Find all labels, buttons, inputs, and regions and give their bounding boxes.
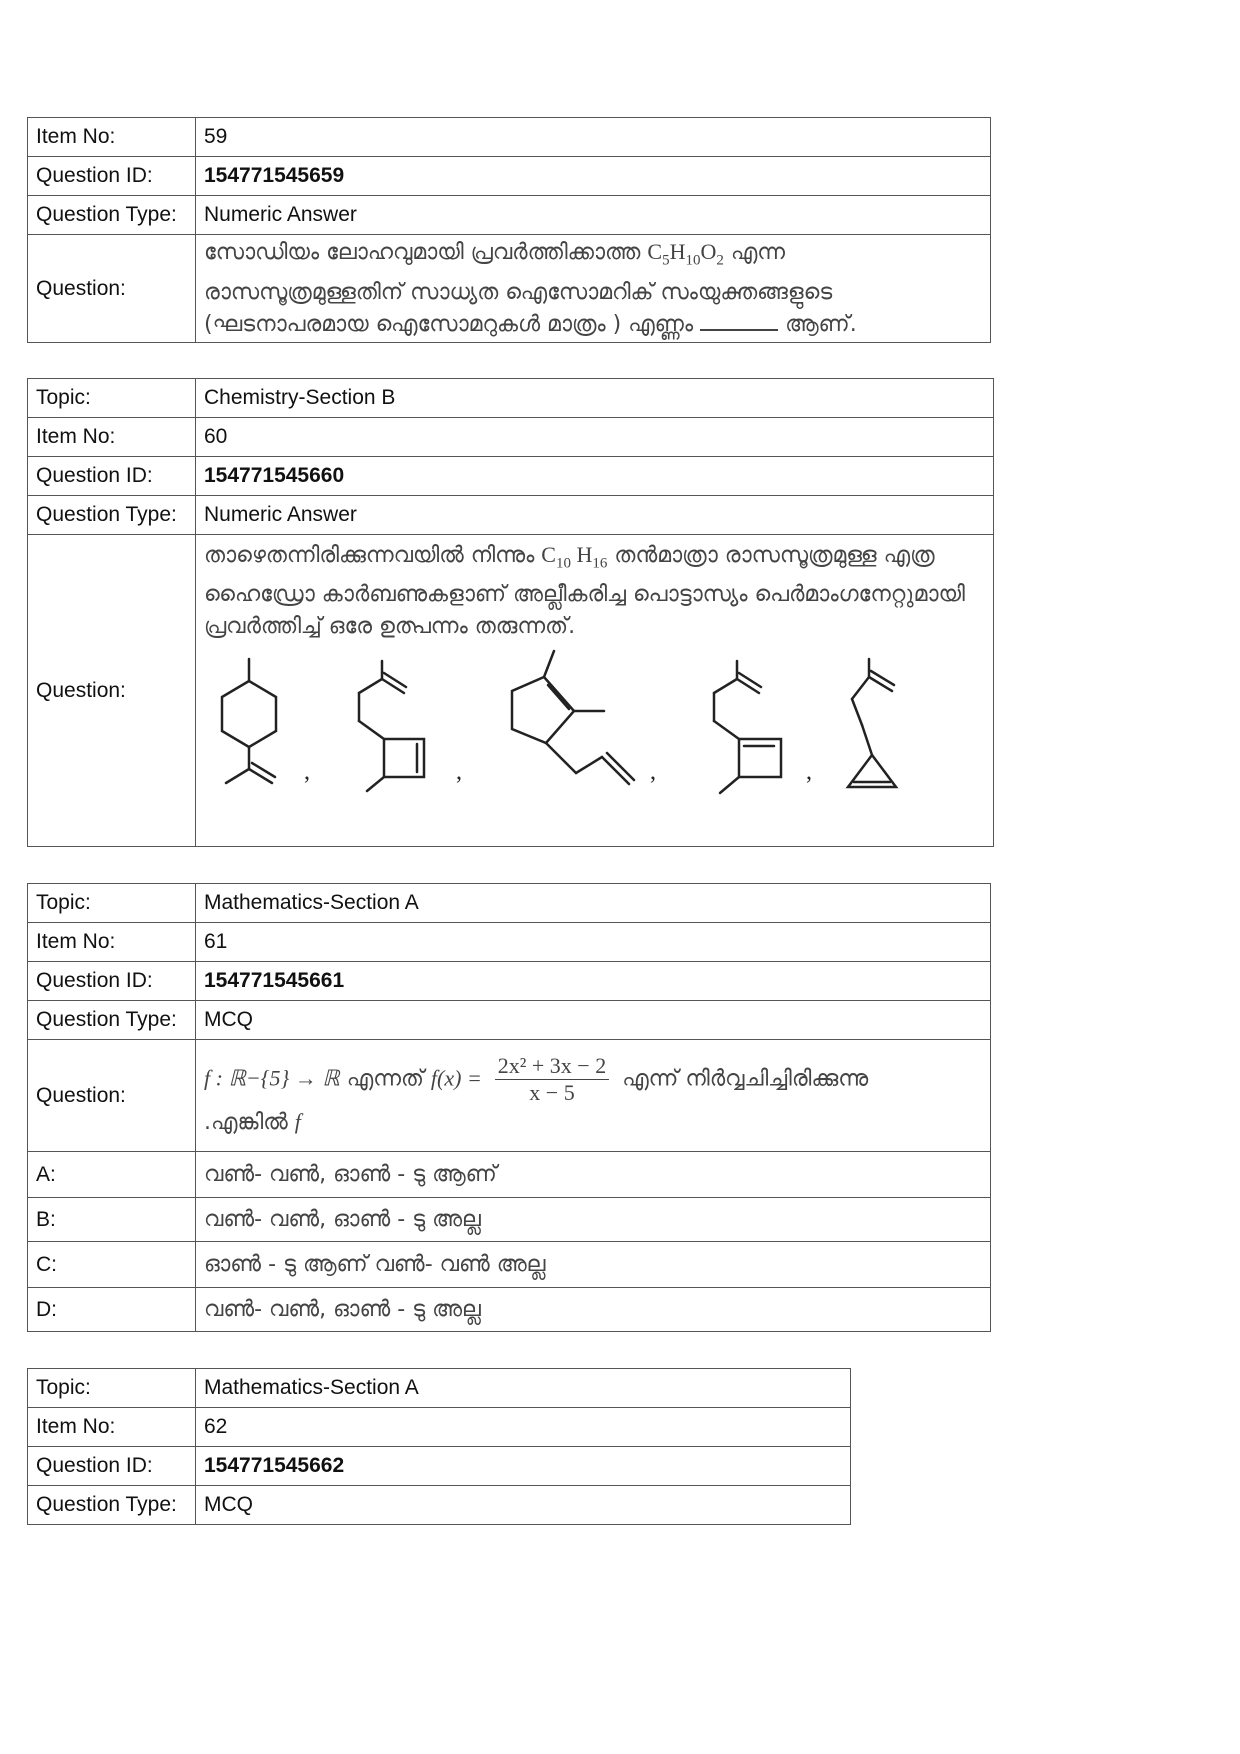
- separator: ,: [806, 759, 812, 786]
- question-59-table: [27, 117, 991, 343]
- option-row: [28, 1288, 991, 1332]
- question-text-part3: ആണ്.: [785, 311, 857, 337]
- topic-label: Topic:: [28, 884, 196, 923]
- f-symbol: f: [294, 1108, 301, 1134]
- structure-options: [204, 649, 985, 804]
- question-id-label: Question ID:: [28, 962, 196, 1001]
- question-text-part2: എന്ന രാസസൂത്രമുള്ളതിന് സാധ്യത ഐസോമറിക് സംയുക്തങ്ങളുടെ (ഘടനാപരമായ ഐസോമറുകൾ മാത്രം ) എണ്ണം: [204, 240, 833, 337]
- question-id-label: Question ID:: [28, 1447, 196, 1486]
- item-value: 60: [196, 418, 994, 457]
- question-text: [196, 535, 994, 847]
- question-id-row: [28, 157, 991, 196]
- question-type-value: Numeric Answer: [196, 196, 991, 235]
- item-row: [28, 923, 991, 962]
- question-id-value: 154771545662: [196, 1447, 851, 1486]
- fraction-numerator: 2x² + 3x − 2: [495, 1053, 609, 1080]
- molecular-formula: $C_{10}$ $H_{16}$: [541, 542, 608, 572]
- option-label: B:: [28, 1198, 196, 1242]
- topic-label: Topic:: [28, 379, 196, 418]
- item-value: 61: [196, 923, 991, 962]
- topic-value: Mathematics-Section A: [196, 884, 991, 923]
- option-text: വൺ- വൺ, ഓൺ - ടു അല്ല: [196, 1288, 991, 1332]
- option-row: [28, 1152, 991, 1198]
- option-row: [28, 1242, 991, 1288]
- question-type-label: Question Type:: [28, 1486, 196, 1525]
- question-row: [28, 235, 991, 343]
- question-row: [28, 535, 994, 847]
- question-type-row: [28, 1001, 991, 1040]
- question-text: [196, 1040, 991, 1152]
- separator: ,: [650, 759, 656, 786]
- question-60-table: [27, 378, 994, 847]
- question-label: Question:: [28, 235, 196, 343]
- option-label: D:: [28, 1288, 196, 1332]
- item-label: Item No:: [28, 1408, 196, 1447]
- function-map: f : ℝ−{5} → ℝ: [204, 1065, 340, 1090]
- question-type-row: [28, 196, 991, 235]
- item-label: Item No:: [28, 923, 196, 962]
- topic-value: Chemistry-Section B: [196, 379, 994, 418]
- question-text-part1: സോഡിയം ലോഹവുമായി പ്രവർത്തിക്കാത്ത: [204, 240, 641, 266]
- item-label: Item No:: [28, 118, 196, 157]
- structure-3: [512, 651, 634, 784]
- item-row: [28, 118, 991, 157]
- topic-row: [28, 379, 994, 418]
- question-id-value: 154771545661: [196, 962, 991, 1001]
- question-id-value: 154771545659: [196, 157, 991, 196]
- question-text-part2: തൻമാത്രാ രാസസൂത്രമുള്ള എത്ര ഹൈഡ്രോ കാർബണുകളാണ് അല്ലീകരിച്ച പൊട്ടാസ്യം പെർമാംഗനേറ്റുമായി പ്രവർത്തിച്ച് ഒരേ ഉത്പന്നം തരുന്നത്.: [204, 543, 965, 640]
- question-label: Question:: [28, 535, 196, 847]
- question-id-row: [28, 1447, 851, 1486]
- structure-1: [222, 659, 276, 783]
- structure-5: [848, 659, 896, 787]
- question-61-table: [27, 883, 991, 1332]
- fraction: [495, 1053, 609, 1106]
- topic-row: [28, 1369, 851, 1408]
- question-62-table: [27, 1368, 851, 1525]
- structure-2: [359, 661, 424, 791]
- question-text: [196, 235, 991, 343]
- question-id-row: [28, 457, 994, 496]
- topic-label: Topic:: [28, 1369, 196, 1408]
- structure-4: [714, 661, 781, 793]
- item-value: 62: [196, 1408, 851, 1447]
- molecular-formula: $C_5H_{10}O_2$: [647, 239, 724, 269]
- question-text-part2: എന്ന് നിർവ്വചിച്ചിരിക്കുന്നു: [622, 1066, 869, 1091]
- option-row: [28, 1198, 991, 1242]
- question-type-label: Question Type:: [28, 1001, 196, 1040]
- answer-blank: [700, 311, 778, 331]
- question-type-label: Question Type:: [28, 496, 196, 535]
- option-label: A:: [28, 1152, 196, 1198]
- topic-value: Mathematics-Section A: [196, 1369, 851, 1408]
- option-label: C:: [28, 1242, 196, 1288]
- hydrocarbon-structures-figure: [204, 649, 964, 804]
- question-text-part3: .എങ്കിൽ: [204, 1109, 288, 1135]
- topic-row: [28, 884, 991, 923]
- option-text: ഓൺ - ടു ആണ് വൺ- വൺ അല്ല: [196, 1242, 991, 1288]
- question-row: [28, 1040, 991, 1152]
- question-type-label: Question Type:: [28, 196, 196, 235]
- separator: ,: [456, 759, 462, 786]
- option-text: വൺ- വൺ, ഓൺ - ടു അല്ല: [196, 1198, 991, 1242]
- separator: ,: [304, 759, 310, 786]
- option-text: വൺ- വൺ, ഓൺ - ടു ആണ്: [196, 1152, 991, 1198]
- question-id-value: 154771545660: [196, 457, 994, 496]
- question-label: Question:: [28, 1040, 196, 1152]
- question-id-row: [28, 962, 991, 1001]
- question-type-value: MCQ: [196, 1001, 991, 1040]
- item-row: [28, 418, 994, 457]
- question-type-value: MCQ: [196, 1486, 851, 1525]
- question-type-value: Numeric Answer: [196, 496, 994, 535]
- question-id-label: Question ID:: [28, 457, 196, 496]
- fraction-denominator: x − 5: [529, 1079, 575, 1105]
- question-id-label: Question ID:: [28, 157, 196, 196]
- item-value: 59: [196, 118, 991, 157]
- question-type-row: [28, 1486, 851, 1525]
- fx-label: f(x) =: [430, 1065, 482, 1090]
- question-text-part1: എന്നത്: [346, 1066, 424, 1091]
- item-row: [28, 1408, 851, 1447]
- question-type-row: [28, 496, 994, 535]
- item-label: Item No:: [28, 418, 196, 457]
- question-text-part1: താഴെതന്നിരിക്കുന്നവയിൽ നിന്നും: [204, 543, 535, 568]
